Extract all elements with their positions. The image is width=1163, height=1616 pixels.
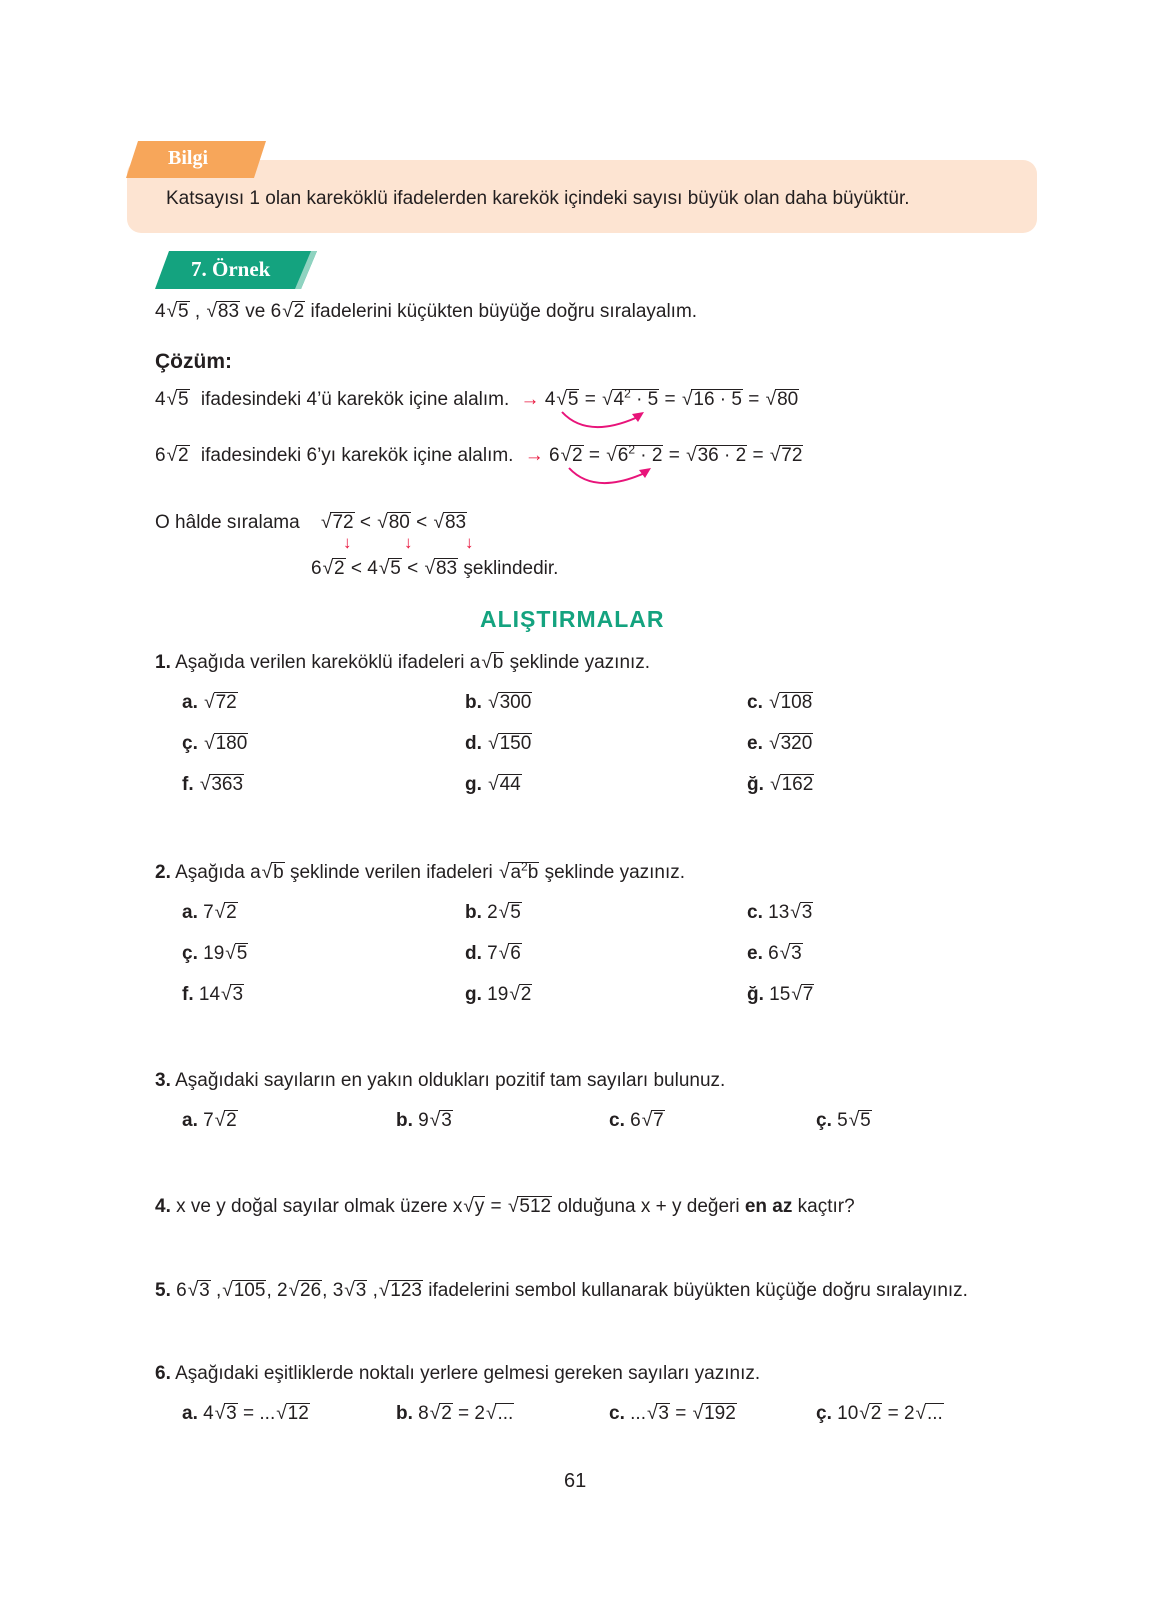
down-arrow-icon: ↓ bbox=[404, 533, 413, 552]
q3-item-c: c. 6√7 bbox=[609, 1110, 664, 1131]
question-4: 4. x ve y doğal sayılar olmak üzere x√y = √512 olduğuna x + y değeri en az kaçtır? bbox=[155, 1196, 855, 1217]
solution-line-2: 6√2 ifadesindeki 6’yı karekök içine alalım. → $6√2 = √6^2 \cdot 2 = √36 \cdot 2 = √72$ bbox=[155, 442, 803, 466]
q1-item-d: d. √150 bbox=[465, 733, 532, 754]
question-2: 2. Aşağıda a√b şeklinde verilen ifadeleri $√a^2b$ şeklinde yazınız. bbox=[155, 859, 686, 883]
q3-item-b: b. 9√3 bbox=[396, 1110, 452, 1131]
q1-item-b: b. √300 bbox=[465, 692, 532, 713]
q3-item-cc: ç. 5√5 bbox=[816, 1110, 871, 1131]
exercises-heading: ALIŞTIRMALAR bbox=[480, 606, 665, 632]
q6-item-a: a. 4√3 = ...√12 bbox=[182, 1403, 309, 1424]
curved-arrow-1 bbox=[558, 406, 648, 438]
q2-item-gg: ğ. 15√7 bbox=[747, 984, 814, 1005]
q3-item-a: a. 7√2 bbox=[182, 1110, 237, 1131]
q6-item-cc: ç. 10√2 = 2√... bbox=[816, 1403, 943, 1424]
example-statement: 4√5 , √83 ve 6√2 ifadelerini küçükten büyüğe doğru sıralayalım. bbox=[155, 301, 698, 322]
ordering-row-1: √72 < √80 < √83 bbox=[321, 512, 467, 533]
q2-item-g: g. 19√2 bbox=[465, 984, 532, 1005]
q1-item-g: g. √44 bbox=[465, 774, 521, 795]
q1-item-a: a. √72 bbox=[182, 692, 237, 713]
q1-item-f: f. √363 bbox=[182, 774, 244, 795]
q1-item-e: e. √320 bbox=[747, 733, 813, 754]
q6-item-c: c. ...√3 = √192 bbox=[609, 1403, 736, 1424]
ordering-row-2: 6√2 < 4√5 < √83 şeklindedir. bbox=[311, 558, 559, 579]
info-tab-label: Bilgi bbox=[168, 147, 209, 169]
question-6: 6. Aşağıdaki eşitliklerde noktalı yerlere gelmesi gereken sayıları yazınız. bbox=[155, 1363, 761, 1384]
solution-label: Çözüm: bbox=[155, 350, 232, 373]
q2-item-f: f. 14√3 bbox=[182, 984, 244, 1005]
ordering-label: O hâlde sıralama bbox=[155, 512, 300, 533]
q6-item-b: b. 8√2 = 2√... bbox=[396, 1403, 514, 1424]
q2-item-a: a. 7√2 bbox=[182, 902, 237, 923]
info-text: Katsayısı 1 olan kareköklü ifadelerden karekök içindeki sayısı büyük olan daha büyüktür. bbox=[166, 188, 910, 209]
down-arrow-icon: ↓ bbox=[465, 533, 474, 552]
question-3: 3. Aşağıdaki sayıların en yakın oldukları pozitif tam sayıları bulunuz. bbox=[155, 1070, 726, 1091]
solution-line-1: 4√5 ifadesindeki 4’ü karekök içine alalım. → $4√5 = √4^2 \cdot 5 = √16 \cdot 5 = √80$ bbox=[155, 386, 799, 410]
q1-item-c: c. √108 bbox=[747, 692, 813, 713]
page-number: 61 bbox=[564, 1470, 587, 1492]
question-5: 5. 6√3 ,√105, 2√26, 3√3 ,√123 ifadelerini sembol kullanarak büyükten küçüğe doğru sıralayınız. bbox=[155, 1280, 968, 1301]
q2-item-d: d. 7√6 bbox=[465, 943, 521, 964]
example-tab-label: 7. Örnek bbox=[191, 257, 271, 281]
down-arrow-icon: ↓ bbox=[343, 533, 352, 552]
question-1: 1. Aşağıda verilen kareköklü ifadeleri a√b şeklinde yazınız. bbox=[155, 652, 651, 673]
q2-item-b: b. 2√5 bbox=[465, 902, 521, 923]
q2-item-e: e. 6√3 bbox=[747, 943, 802, 964]
q1-item-cc: ç. √180 bbox=[182, 733, 248, 754]
q2-item-c: c. 13√3 bbox=[747, 902, 813, 923]
curved-arrow-2 bbox=[565, 462, 655, 494]
q1-item-gg: ğ. √162 bbox=[747, 774, 814, 795]
q2-item-cc: ç. 19√5 bbox=[182, 943, 248, 964]
